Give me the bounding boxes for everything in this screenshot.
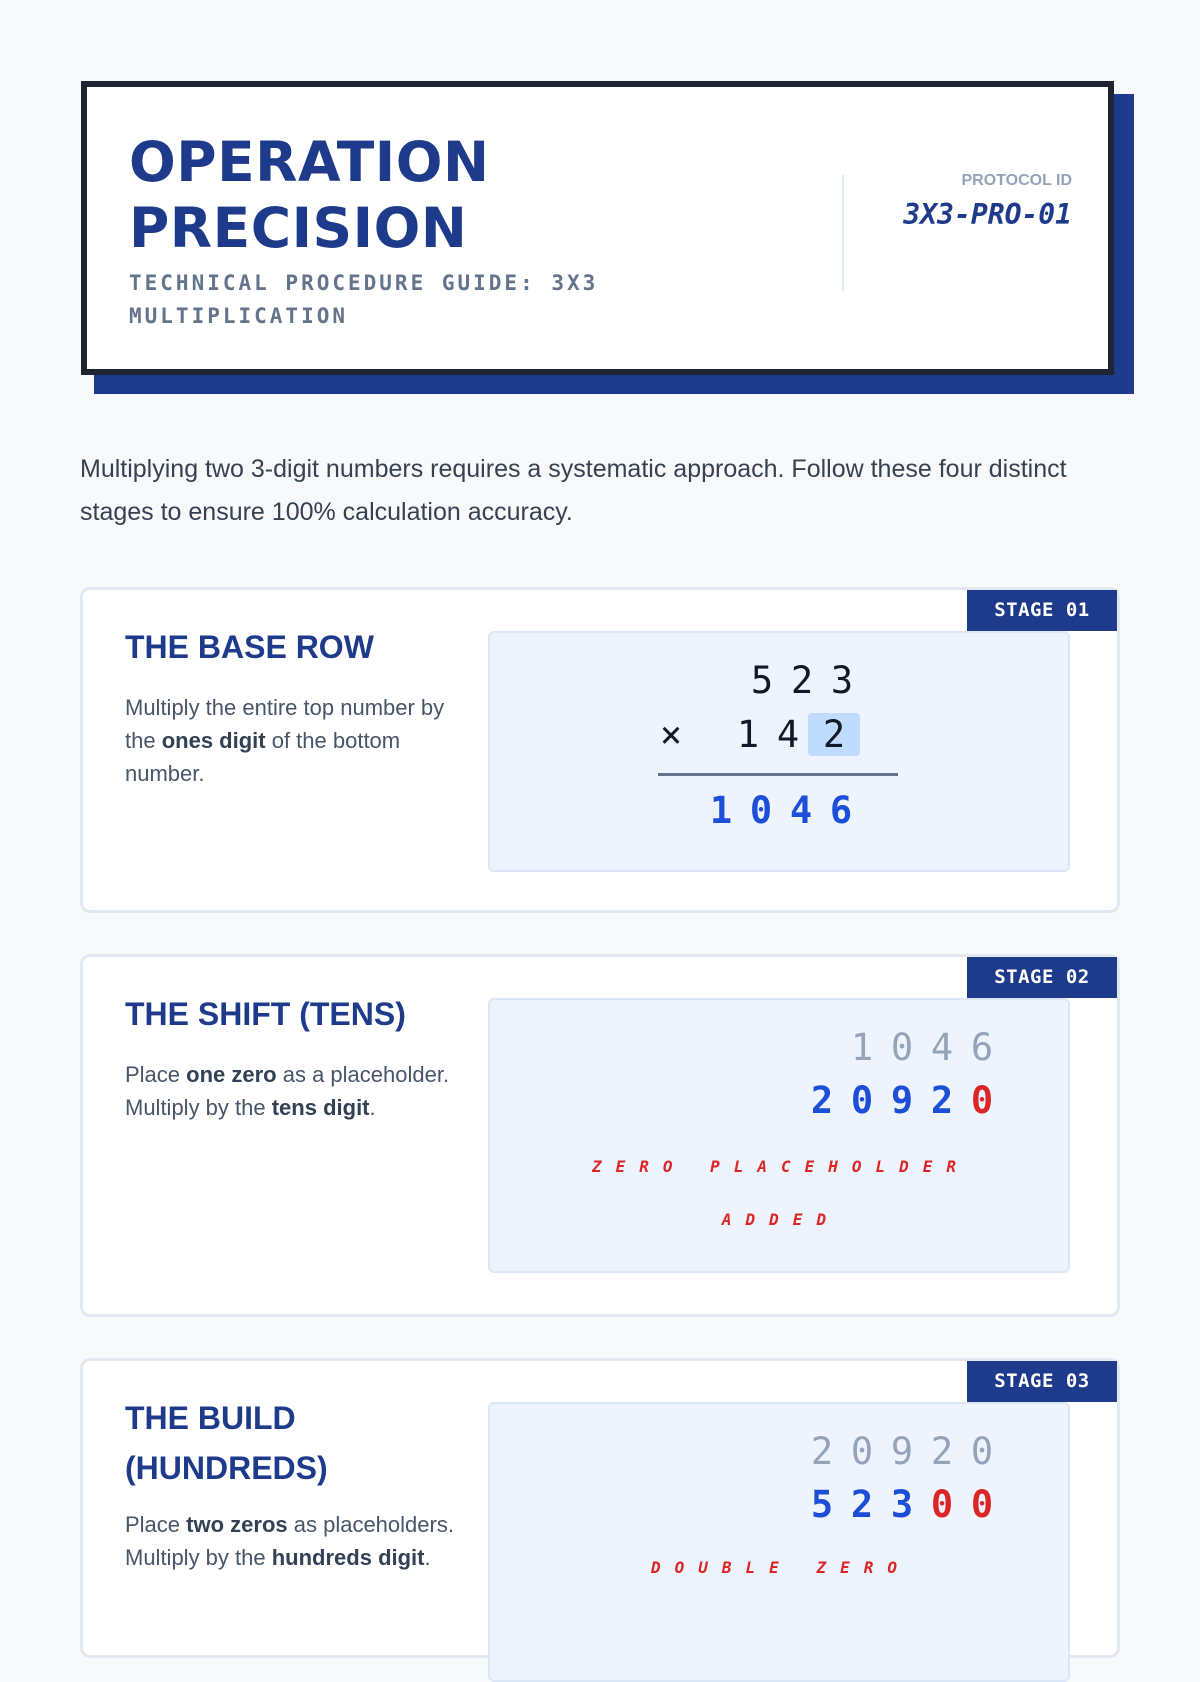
digit: 5 bbox=[750, 659, 774, 702]
stage-description: Place one zero as a placeholder. Multiply by the tens digit. bbox=[125, 1062, 450, 1120]
digit: 9 bbox=[890, 1430, 914, 1473]
calculation-panel bbox=[488, 1402, 1070, 1682]
digit: 2 bbox=[810, 1079, 834, 1122]
stage-badge: STAGE 02 bbox=[967, 957, 1117, 998]
partial-product bbox=[701, 789, 861, 832]
ones-digit-highlight: 2 bbox=[808, 713, 860, 756]
digit: 0 bbox=[970, 1430, 994, 1473]
multiply-operator: × bbox=[659, 713, 683, 756]
page-title bbox=[129, 129, 490, 261]
stage-card-3 bbox=[80, 1358, 1120, 1658]
calculation-panel bbox=[488, 998, 1070, 1273]
digit: 0 bbox=[890, 1026, 914, 1069]
placeholder-note: DOUBLE ZERO bbox=[651, 1558, 911, 1577]
digit: 2 bbox=[850, 1483, 874, 1526]
bottom-number bbox=[656, 713, 860, 756]
intro-text: Multiplying two 3-digit numbers requires a systematic approach. Follow these four distinct stages to ensure 100% calculation accuracy. bbox=[80, 455, 1067, 526]
title-line-1: OPERATION bbox=[129, 130, 490, 194]
protocol-block bbox=[882, 172, 1072, 238]
title-line-2: PRECISION bbox=[129, 196, 468, 260]
digit: 1 bbox=[709, 789, 733, 832]
stage-badge: STAGE 01 bbox=[967, 590, 1117, 631]
digit: 0 bbox=[850, 1079, 874, 1122]
placeholder-zero: 0 bbox=[930, 1483, 954, 1526]
digit: 2 bbox=[790, 659, 814, 702]
digit: 6 bbox=[970, 1026, 994, 1069]
digit: 4 bbox=[930, 1026, 954, 1069]
stage-description: Place two zeros as placeholders. Multiply by the hundreds digit. bbox=[125, 1512, 454, 1570]
partial-product bbox=[802, 1079, 1002, 1122]
digit: 6 bbox=[829, 789, 853, 832]
digit: 1 bbox=[850, 1026, 874, 1069]
stage-title: THE BASE ROW bbox=[125, 629, 374, 665]
digit: 9 bbox=[890, 1079, 914, 1122]
header-card bbox=[81, 81, 1114, 375]
protocol-label: PROTOCOL ID bbox=[961, 172, 1072, 189]
previous-product bbox=[842, 1026, 1002, 1069]
previous-product bbox=[802, 1430, 1002, 1473]
stage-title: THE SHIFT (TENS) bbox=[125, 996, 406, 1032]
stage-description: Multiply the entire top number by the ones digit of the bottom number. bbox=[125, 695, 445, 786]
calculation-panel bbox=[488, 631, 1070, 872]
digit: 2 bbox=[810, 1430, 834, 1473]
digit: 3 bbox=[830, 659, 854, 702]
digit: 2 bbox=[930, 1430, 954, 1473]
sum-line bbox=[658, 773, 898, 776]
digit: 2 bbox=[930, 1079, 954, 1122]
header-divider bbox=[842, 175, 844, 291]
stage-title: THE BUILD (HUNDREDS) bbox=[125, 1400, 328, 1486]
partial-product bbox=[802, 1483, 1002, 1526]
emphasis: ones digit bbox=[161, 728, 266, 753]
placeholder-zero: 0 bbox=[970, 1079, 994, 1122]
stage-card-1 bbox=[80, 587, 1120, 913]
emphasis: tens digit bbox=[271, 1095, 370, 1120]
placeholder-note: ZERO PLACEHOLDER ADDED bbox=[591, 1157, 971, 1229]
emphasis: hundreds digit bbox=[271, 1545, 425, 1570]
page-subtitle: TECHNICAL PROCEDURE GUIDE: 3X3 MULTIPLICATION bbox=[129, 271, 599, 328]
stage-badge: STAGE 03 bbox=[967, 1361, 1117, 1402]
top-number bbox=[742, 659, 862, 702]
digit: 4 bbox=[789, 789, 813, 832]
digit: 4 bbox=[776, 713, 800, 756]
stage-card-2 bbox=[80, 954, 1120, 1317]
digit: 5 bbox=[810, 1483, 834, 1526]
emphasis: two zeros bbox=[186, 1512, 288, 1537]
digit: 1 bbox=[736, 713, 760, 756]
protocol-value: 3X3-PRO-01 bbox=[903, 198, 1072, 231]
emphasis: one zero bbox=[186, 1062, 277, 1087]
placeholder-zero: 0 bbox=[970, 1483, 994, 1526]
digit: 0 bbox=[749, 789, 773, 832]
digit: 0 bbox=[850, 1430, 874, 1473]
digit: 3 bbox=[890, 1483, 914, 1526]
